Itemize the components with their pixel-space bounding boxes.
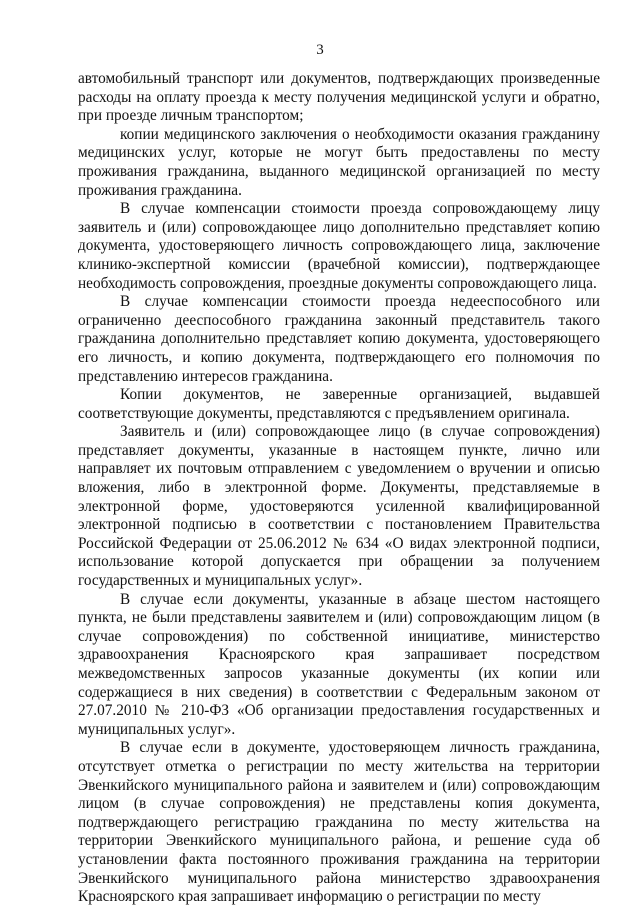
- paragraph-escort-compensation: В случае компенсации стоимости проезда сопровождающему лицу заявитель и (или) сопровождающее лицо дополнительно представляет копию документа, удостоверяющего личность сопровождающего лица, заключение клинико-экспертной комиссии (врачебной комиссии), подтверждающее необходимость сопровождения, проездные документы сопровождающего лица.: [78, 200, 600, 292]
- paragraph-interagency-requests: В случае если документы, указанные в абзаце шестом настоящего пункта, не были представлены заявителем и (или) сопровождающим лицом (в случае сопровождения) по собственной инициативе, министерство здравоохранения Красноярского края запрашивает посредством межведомственных запросов указанные документы (их копии или содержащиеся в них сведения) в соответствии с Федеральным законом от 27.07.2010 № 210-ФЗ «Об организации предоставления государственных и муниципальных услуг».: [78, 590, 600, 738]
- paragraph-medical-conclusion: копии медицинского заключения о необходимости оказания гражданину медицинских услуг, которые не могут быть предоставлены по месту проживания гражданина, выданного медицинской организацией по месту проживания гражданина.: [78, 125, 600, 199]
- paragraph-document-copies: Копии документов, не заверенные организацией, выдавшей соответствующие документы, представляются с предъявлением оригинала.: [78, 386, 600, 422]
- paragraph-transport-expenses: автомобильный транспорт или документов, подтверждающих произведенные расходы на оплату проезда к месту получения медицинской услуги и обратно, при проезде личным транспортом;: [78, 70, 600, 125]
- page-number: 3: [316, 42, 324, 58]
- document-body: [78, 70, 600, 907]
- paragraph-legal-representative: В случае компенсации стоимости проезда недееспособного или ограниченно дееспособного гражданина законный представитель такого гражданина дополнительно представляет копию документа, удостоверяющего его личность, и копию документа, подтверждающего его полномочия по представлению интересов гражданина.: [78, 293, 600, 385]
- paragraph-submission-methods: Заявитель и (или) сопровождающее лицо (в случае сопровождения) представляет документы, указанные в настоящем пункте, лично или направляет их почтовым отправлением с уведомлением о вручении и описью вложения, либо в электронной форме. Документы, представляемые в электронной форме, удостоверяются усиленной квалифицированной электронной подписью в соответствии с постановлением Правительства Российской Федерации от 25.06.2012 № 634 «О видах электронной подписи, использование которой допускается при обращении за получением государственных и муниципальных услуг».: [78, 423, 600, 590]
- paragraph-residence-registration: В случае если в документе, удостоверяющем личность гражданина, отсутствует отметка о регистрации по месту жительства на территории Эвенкийского муниципального района и заявителем и (или) сопровождающим лицом (в случае сопровождения) не представлены копия документа, подтверждающего регистрацию гражданина по месту жительства на территории Эвенкийского муниципального района, и решение суда об установлении факта постоянного проживания гражданина на территории Эвенкийского муниципального района министерство здравоохранения Красноярского края запрашивает информацию о регистрации по месту: [78, 739, 600, 906]
